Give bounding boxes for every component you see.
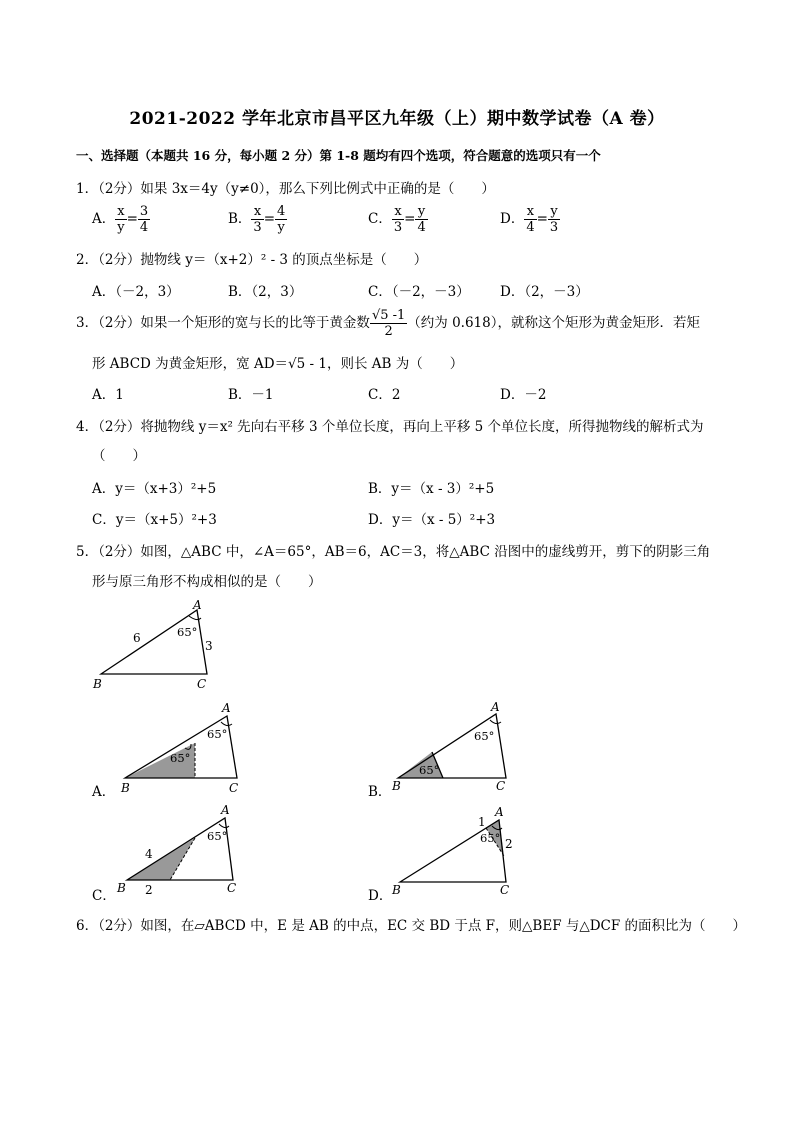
q5-option-a-label: A． bbox=[92, 784, 116, 800]
q5-option-c-figure bbox=[115, 800, 250, 898]
vertex-a-label: A bbox=[495, 805, 504, 819]
q1-option-c: C． $\frac{x}{3}$ = $\frac{y}{4}$ bbox=[368, 204, 426, 235]
side-ab-label: 6 bbox=[133, 631, 141, 645]
side-length-1: 1 bbox=[478, 815, 486, 829]
q3-option-a: A．1 bbox=[92, 387, 124, 403]
q5-option-d-figure bbox=[388, 800, 528, 898]
vertex-b-label: B bbox=[117, 881, 126, 895]
q3-option-c: C．2 bbox=[368, 387, 401, 403]
question-4-stem: 4．（2分）将抛物线 y＝x² 先向右平移 3 个单位长度，再向上平移 5 个单位长度，所得抛物线的解析式为 bbox=[76, 419, 704, 435]
vertex-c-label: C bbox=[500, 883, 510, 897]
vertex-b-label: B bbox=[392, 779, 401, 793]
side-ac-label: 3 bbox=[205, 639, 213, 653]
q4-option-c: C．y＝（x+5）²+3 bbox=[92, 512, 217, 528]
vertex-c-label: C bbox=[197, 677, 207, 690]
vertex-b-label: B bbox=[93, 677, 102, 690]
vertex-b-label: B bbox=[121, 781, 130, 795]
angle-label: 65° bbox=[207, 727, 228, 741]
angle-label: 65° bbox=[177, 625, 198, 639]
question-6-stem: 6．（2分）如图，在▱ABCD 中，E 是 AB 的中点，EC 交 BD 于点 F，则△BEF 与△DCF 的面积比为（ ） bbox=[76, 918, 747, 934]
vertex-a-label: A bbox=[222, 701, 231, 715]
side-length-2: 2 bbox=[505, 837, 513, 851]
vertex-a-label: A bbox=[221, 803, 230, 817]
question-2-stem: 2．（2分）抛物线 y＝（x+2）² - 3 的顶点坐标是（ ） bbox=[76, 252, 428, 268]
vertex-c-label: C bbox=[229, 781, 239, 795]
question-3-stem: 3．（2分）如果一个矩形的宽与长的比等于黄金数 $\frac{√5 -1}{2}$ （约为 0.618），就称这个矩形为黄金矩形．若矩 bbox=[76, 308, 700, 339]
q3-option-d: D．－2 bbox=[500, 387, 547, 403]
q3-option-b: B．－1 bbox=[228, 387, 274, 403]
angle-label: 65° bbox=[474, 729, 495, 743]
angle-label: 65° bbox=[207, 829, 228, 843]
section-heading: 一、选择题（本题共 16 分，每小题 2 分）第 1-8 题均有四个选项，符合题意的选项只有一个 bbox=[76, 148, 601, 163]
q2-option-c: C．（－2，－3） bbox=[368, 284, 470, 300]
question-5-line2: 形与原三角形不构成相似的是（ ） bbox=[92, 574, 322, 590]
q5-option-b-figure bbox=[388, 700, 523, 795]
q1-option-d: D． $\frac{x}{4}$ = $\frac{y}{3}$ bbox=[500, 204, 559, 235]
angle-label-shaded: 65° bbox=[170, 751, 191, 765]
page-title: 2021-2022 学年北京市昌平区九年级（上）期中数学试卷（A 卷） bbox=[129, 109, 665, 129]
q2-option-d: D．（2，－3） bbox=[500, 284, 589, 300]
side-length-2: 2 bbox=[145, 883, 153, 897]
q2-option-a: A．（－2，3） bbox=[92, 284, 180, 300]
angle-label-shaded: 65° bbox=[419, 763, 440, 777]
q5-main-triangle bbox=[85, 598, 225, 690]
vertex-a-label: A bbox=[491, 700, 500, 714]
q5-option-c-label: C． bbox=[92, 888, 116, 904]
angle-label: 65° bbox=[480, 831, 501, 845]
question-5-stem: 5．（2分）如图，△ABC 中，∠A＝65°，AB＝6，AC＝3，将△ABC 沿图中的虚线剪开，剪下的阴影三角 bbox=[76, 544, 711, 560]
q4-option-d: D．y＝（x - 5）²+3 bbox=[368, 512, 496, 528]
q1-option-b: B． $\frac{x}{3}$ = $\frac{4}{y}$ bbox=[228, 204, 286, 235]
side-length-4: 4 bbox=[145, 847, 153, 861]
q5-option-a-figure bbox=[115, 700, 250, 795]
vertex-c-label: C bbox=[227, 881, 237, 895]
question-1-stem: 1．（2分）如果 3x＝4y（y≠0），那么下列比例式中正确的是（ ） bbox=[76, 181, 495, 197]
q1-option-a: A． $\frac{x}{y}$ = $\frac{3}{4}$ bbox=[92, 204, 149, 235]
q5-option-b-label: B． bbox=[368, 784, 392, 800]
q2-option-b: B．（2，3） bbox=[228, 284, 303, 300]
q4-option-b: B．y＝（x - 3）²+5 bbox=[368, 481, 495, 497]
vertex-c-label: C bbox=[496, 779, 506, 793]
vertex-b-label: B bbox=[392, 883, 401, 897]
q5-option-d-label: D． bbox=[368, 888, 393, 904]
vertex-a-label: A bbox=[193, 598, 202, 612]
question-4-line2: （ ） bbox=[92, 448, 146, 464]
question-3-line2: 形 ABCD 为黄金矩形，宽 AD＝√5 - 1，则长 AB 为（ ） bbox=[92, 356, 464, 372]
q4-option-a: A．y＝（x+3）²+5 bbox=[92, 481, 217, 497]
